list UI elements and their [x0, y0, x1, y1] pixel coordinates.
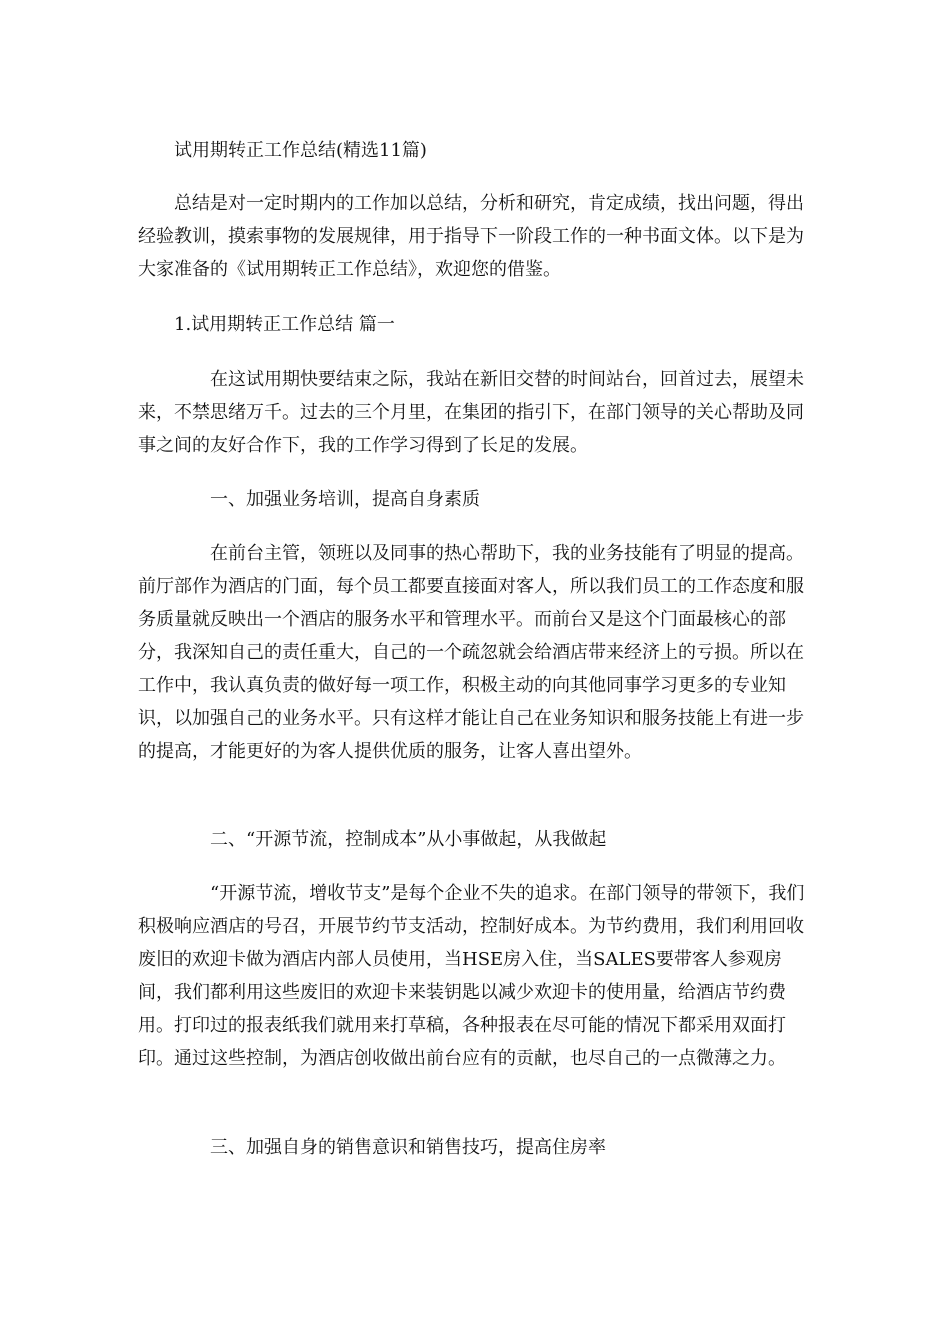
section-2-heading: 二、“开源节流，控制成本”从小事做起，从我做起 [210, 829, 607, 850]
paragraph-3: “开源节流，增收节支”是每个企业不失的追求。在部门领导的带领下，我们积极响应酒店的号召，开展节约节支活动，控制好成本。为节约费用，我们利用回收废旧的欢迎卡做为酒店内部人员使用，当HSE房入住，当SALES要带客人参观房间，我们都利用这些废旧的欢迎卡来装钥匙以减少欢迎卡的使用量，给酒店节约费用。打印过的报表纸我们就用来打草稿，各种报表在尽可能的情况下都采用双面打印。通过这些控制，为酒店创收做出前台应有的贡献，也尽自己的一点微薄之力。 [138, 883, 805, 1069]
section-1-heading: 一、加强业务培训，提高自身素质 [210, 489, 480, 510]
document-title: 试用期转正工作总结(精选11篇) [174, 140, 427, 161]
article-heading: 1.试用期转正工作总结 篇一 [174, 314, 395, 335]
section-3-heading: 三、加强自身的销售意识和销售技巧，提高住房率 [210, 1137, 606, 1158]
paragraph-2: 在前台主管，领班以及同事的热心帮助下，我的业务技能有了明显的提高。前厅部作为酒店的门面，每个员工都要直接面对客人，所以我们员工的工作态度和服务质量就反映出一个酒店的服务水平和管理水平。而前台又是这个门面最核心的部分，我深知自己的责任重大，自己的一个疏忽就会给酒店带来经济上的亏损。所以在工作中，我认真负责的做好每一项工作，积极主动的向其他同事学习更多的专业知识，以加强自己的业务水平。只有这样才能让自己在业务知识和服务技能上有进一步的提高，才能更好的为客人提供优质的服务，让客人喜出望外。 [138, 543, 804, 762]
paragraph-1: 在这试用期快要结束之际，我站在新旧交替的时间站台，回首过去，展望未来，不禁思绪万千。过去的三个月里，在集团的指引下，在部门领导的关心帮助及同事之间的友好合作下，我的工作学习得到了长足的发展。 [138, 369, 804, 456]
intro-paragraph: 总结是对一定时期内的工作加以总结，分析和研究，肯定成绩，找出问题，得出经验教训，摸索事物的发展规律，用于指导下一阶段工作的一种书面文体。以下是为大家准备的《试用期转正工作总结》，欢迎您的借鉴。 [138, 193, 804, 280]
